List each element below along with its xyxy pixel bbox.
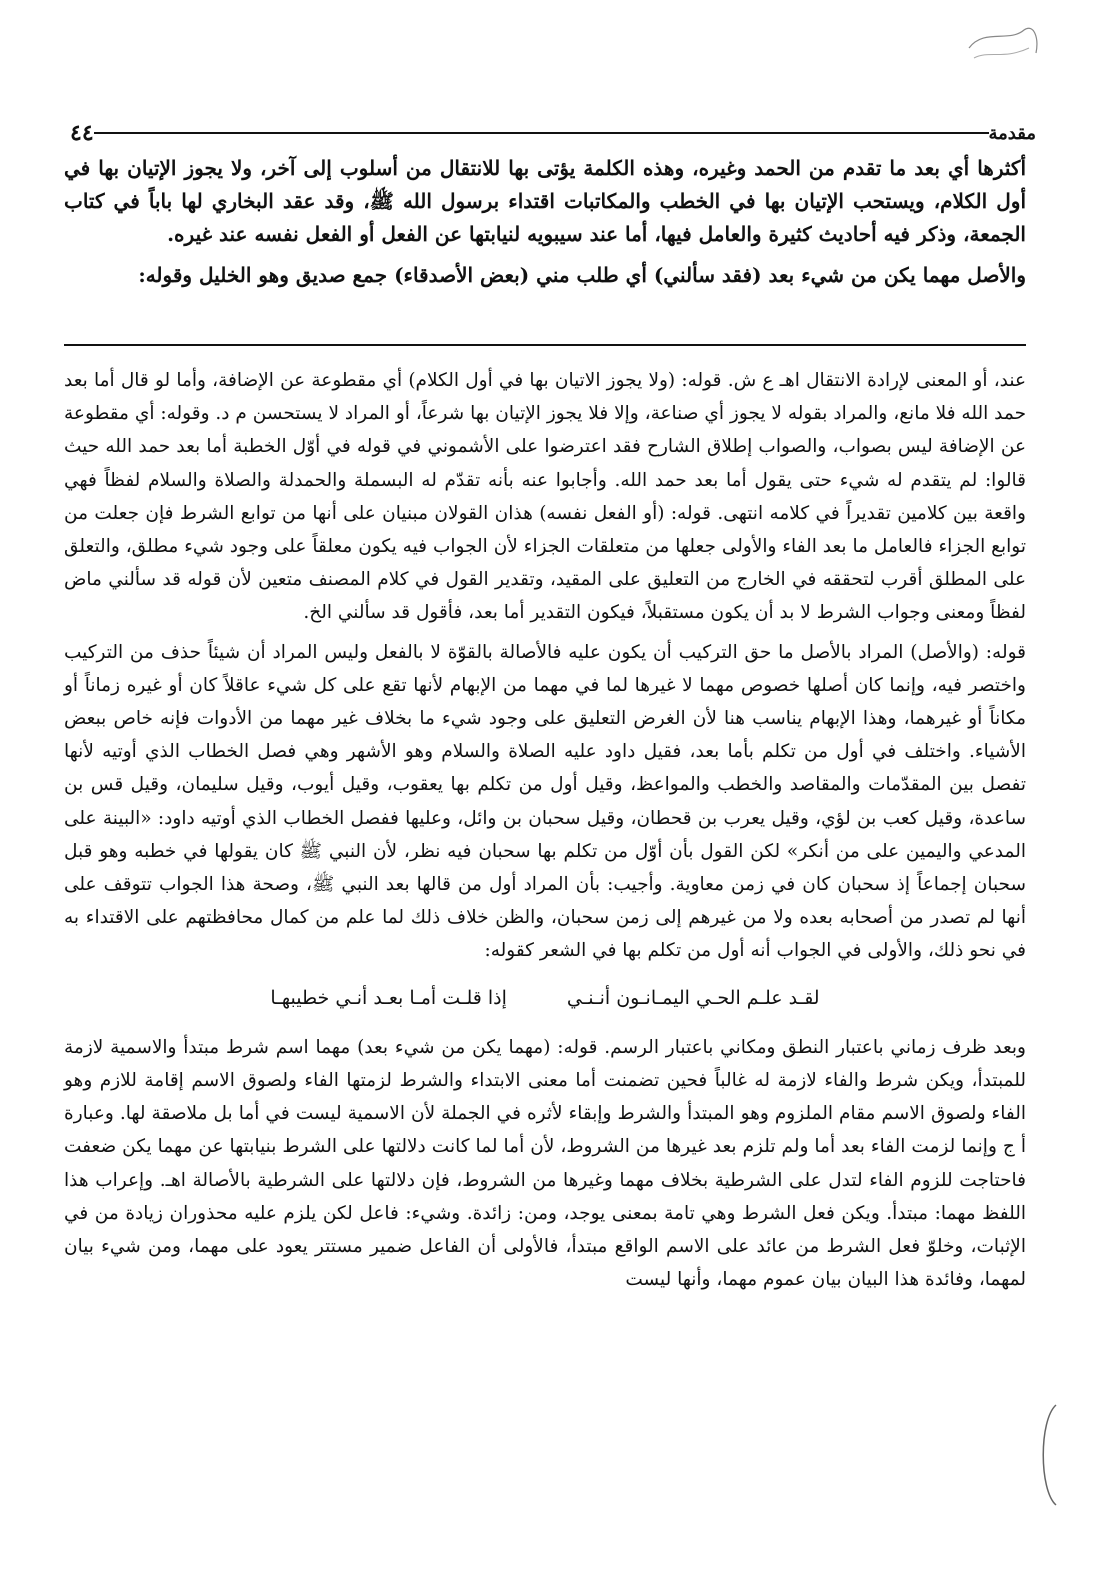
- main-text: [64, 152, 1026, 300]
- verse-hemistich-first: لقـد علـم الحـي اليمـانـون أنـنـي: [566, 986, 820, 1009]
- margin-bracket-mark: [1034, 1400, 1064, 1510]
- commentary-paragraph: قوله: (والأصل) المراد بالأصل ما حق التركيب أن يكون عليه فالأصالة بالقوّة لا بالفعل وليس المراد أن شيئاً حذف من التركيب واختصر فيه، وإنما كان أصلها خصوص مهما لا غيرها لما في مهما من الإبهام لأنها تقع على كل شيء عاقلاً كان أو غيره زماناً أو مكاناً أو غيرهما، وهذا الإبهام يناسب هنا لأن الغرض التعليق على وجود شيء ما بخلاف غير مهما من الأدوات فإنه خاص ببعض الأشياء. واختلف في أول من تكلم بأما بعد، فقيل داود عليه الصلاة والسلام وهو الأشهر وهي فصل الخطاب الذي أوتيه لأنها تفصل بين المقدّمات والمقاصد والخطب والمواعظ، وقيل أول من تكلم بها يعقوب، وقيل أيوب، وقيل سليمان، وقيل قس بن ساعدة، وقيل كعب بن لؤي، وقيل يعرب بن قحطان، وقيل سحبان بن وائل، وعليها ففصل الخطاب الذي أوتيه داود: «البينة على المدعي واليمين على من أنكر» لكن القول بأن أوّل من تكلم بها سحبان فيه نظر، لأن النبي ﷺ كان يقولها في خطبه وهو قبل سحبان إجماعاً إذ سحبان كان في زمن معاوية. وأجيب: بأن المراد أول من قالها بعد النبي ﷺ، وصحة هذا الجواب تتوقف على أنها لم تصدر من أصحابه بعده ولا من غيرهم إلى زمن سحبان، والظن خلاف ذلك لما علم من كمال محافظتهم على الاقتداء به في نحو ذلك، والأولى في الجواب أنه أول من تكلم بها في الشعر كقوله:: [64, 641, 1026, 962]
- commentary-paragraph: وبعد ظرف زماني باعتبار النطق ومكاني باعتبار الرسم. قوله: (مهما يكن من شيء بعد) مهما اسم شرط مبتدأ والاسمية لازمة للمبتدأ، ويكن شرط والفاء لازمة له غالباً فحين تضمنت أما معنى الابتداء والشرط لزمتها الفاء ولصوق الاسم إقامة للازم وهو الفاء ولصوق الاسم مقام الملزوم وهو المبتدأ والشرط وإبقاء لأثره في الجملة لأن الاسمية ليست في أما بل ملاصقة لها. وعبارة أ ج وإنما لزمت الفاء بعد أما ولم تلزم بعد غيرها من الشروط، لأن أما لما كانت دلالتها على الشرط بنيابتها عن مهما يكن ضعفت فاحتاجت للزوم الفاء لتدل على الشرطية بخلاف مهما وغيرها من الشروط، فإن دلالتها على الشرطية بالأصالة اهـ. وإعراب هذا اللفظ مهما: مبتدأ. ويكن فعل الشرط وهي تامة بمعنى يوجد، ومن: زائدة. وشيء: فاعل لكن يلزم عليه محذوران زيادة من في الإثبات، وخلوّ فعل الشرط من عائد على الاسم الواقع مبتدأ، فالأولى أن الفاعل ضمير مستتر يعود على مهما، ومن شيء بيان لمهما، وفائدة هذا البيان بيان عموم مهما، وأنها ليست: [64, 1036, 1026, 1291]
- footnote-divider: [64, 344, 1026, 346]
- section-title: مقدمة: [988, 122, 1036, 144]
- commentary-section: [64, 364, 1026, 1302]
- main-paragraph: والأصل مهما يكن من شيء بعد (فقد سألني) أي طلب مني (بعض الأصدقاء) جمع صديق وهو الخليل وقوله:: [138, 263, 1026, 287]
- verse-hemistich-second: إذا قلـت أمـا بعـد أنـي خطيبهـا: [270, 986, 507, 1009]
- poetry-verse: [64, 982, 1026, 1015]
- header-rule: [94, 132, 989, 134]
- corner-scribble-mark: [964, 18, 1044, 78]
- page-number: ٤٤: [70, 120, 94, 146]
- commentary-paragraph: عند، أو المعنى لإرادة الانتقال اهـ ع ش. قوله: (ولا يجوز الاتيان بها في أول الكلام) أي مقطوعة عن الإضافة، وأما لو قال أما بعد حمد الله فلا مانع، والمراد بقوله لا يجوز أي صناعة، وإلا فلا يجوز الإتيان بها شرعاً، أو المراد لا يستحسن م د. وقوله: أي مقطوعة عن الإضافة ليس بصواب، والصواب إطلاق الشارح فقد اعترضوا على الأشموني في قوله في أوّل الخطبة أما بعد حمد الله حيث قالوا: لم يتقدم له شيء حتى يقول أما بعد حمد الله. وأجابوا عنه بأنه تقدّم له البسملة والحمدلة والصلاة والسلام لفظاً فهي واقعة بين كلامين تقديراً في كلامه انتهى. قوله: (أو الفعل نفسه) هذان القولان مبنيان على أنها من توابع الشرط فإن جعلت من توابع الجزاء فالعامل ما بعد الفاء والأولى جعلها من متعلقات الجزاء لأن الجواب فيه يكون معلقاً على وجود شيء مطلق، والتعلق على المطلق أقرب لتحققه في الخارج من التعليق على المقيد، وتقدير القول في كلام المصنف متعين لأن قوله قد سألني ماض لفظاً ومعنى وجواب الشرط لا بد أن يكون مستقبلاً، فيكون التقدير أما بعد، فأقول قد سألني الخ.: [64, 370, 1026, 624]
- page-header: [60, 118, 1046, 148]
- main-paragraph: أكثرها أي بعد ما تقدم من الحمد وغيره، وهذه الكلمة يؤتى بها للانتقال من أسلوب إلى آخر، ولا يجوز الإتيان بها في أول الكلام، ويستحب الإتيان بها في الخطب والمكاتبات اقتداء برسول الله ﷺ، وقد عقد البخاري لها باباً في كتاب الجمعة، وذكر فيه أحاديث كثيرة والعامل فيها، أما عند سيبويه لنيابتها عن الفعل أو الفعل نفسه عند غيره.: [64, 156, 1026, 246]
